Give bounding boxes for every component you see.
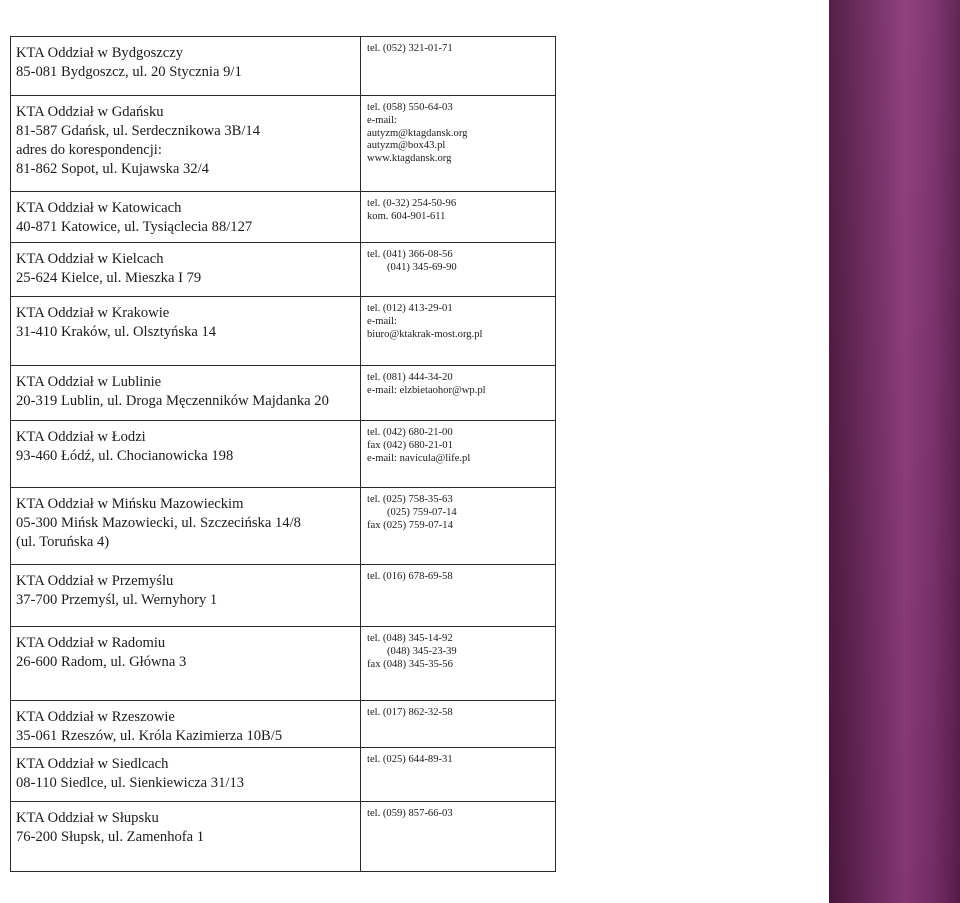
branch-row [11,366,556,421]
branch-contact-cell [361,192,556,243]
branch-contact-table [10,36,556,872]
address-line: 08-110 Siedlce, ul. Sienkiewicza 31/13 [16,775,245,791]
branch-row [11,748,556,802]
branch-name: KTA Oddział w Lublinie [16,374,162,390]
contact-line: kom. 604-901-611 [367,210,446,222]
branch-contact-cell [361,701,556,748]
contact-line: e-mail: elzbietaohor@wp.pl [367,384,486,396]
contact-line: tel. (017) 862-32-58 [367,707,453,718]
contact-line: tel. (058) 550-64-03 [367,102,453,113]
branch-name: KTA Oddział w Katowicach [16,200,182,216]
branch-address-cell [11,297,361,366]
contact-line: (048) 345-23-39 [387,645,457,657]
branch-contact-cell [361,802,556,872]
address-line: 40-871 Katowice, ul. Tysiąclecia 88/127 [16,219,253,235]
branch-row [11,421,556,488]
branch-row [11,37,556,96]
branch-row [11,627,556,701]
branch-contact-cell [361,421,556,488]
contact-line: tel. (025) 644-89-31 [367,754,453,765]
address-line: 35-061 Rzeszów, ul. Króla Kazimierza 10B/5 [16,728,283,744]
contact-line: tel. (016) 678-69-58 [367,571,453,582]
contact-line: tel. (052) 321-01-71 [367,43,453,54]
contact-line: tel. (059) 857-66-03 [367,808,453,819]
branch-contact-cell [361,565,556,627]
contact-line: (041) 345-69-90 [387,261,457,273]
contact-line: www.ktagdansk.org [367,153,452,165]
contact-line: tel. (012) 413-29-01 [367,303,453,314]
contact-line: fax (048) 345-35-56 [367,658,453,670]
branch-name: KTA Oddział w Przemyślu [16,573,174,589]
branch-contact-cell [361,37,556,96]
contact-line: fax (042) 680-21-01 [367,439,453,451]
branch-row [11,701,556,748]
branch-address-cell [11,192,361,243]
address-line: (ul. Toruńska 4) [16,534,110,550]
branch-address-cell [11,701,361,748]
branch-name: KTA Oddział w Bydgoszczy [16,45,184,61]
contact-line: (025) 759-07-14 [387,506,457,518]
branch-contact-cell [361,627,556,701]
contact-line: biuro@ktakrak-most.org.pl [367,328,483,340]
branch-address-cell [11,96,361,192]
address-line: 93-460 Łódź, ul. Chocianowicka 198 [16,448,234,464]
branch-contact-cell [361,366,556,421]
branch-address-cell [11,802,361,872]
branch-table-body [11,37,556,872]
branch-row [11,96,556,192]
address-line: 37-700 Przemyśl, ul. Wernyhory 1 [16,592,218,608]
branch-address-cell [11,748,361,802]
contact-line: tel. (0-32) 254-50-96 [367,198,457,209]
branch-name: KTA Oddział w Krakowie [16,305,170,321]
branch-row [11,565,556,627]
branch-row [11,192,556,243]
contact-line: tel. (048) 345-14-92 [367,633,453,644]
address-line: 85-081 Bydgoszcz, ul. 20 Stycznia 9/1 [16,64,242,80]
branch-name: KTA Oddział w Kielcach [16,251,164,267]
branch-name: KTA Oddział w Rzeszowie [16,709,175,725]
decorative-side-panel [829,0,960,903]
branch-contact-cell [361,488,556,565]
branch-address-cell [11,243,361,297]
contact-line: e-mail: navicula@life.pl [367,452,471,464]
address-line: 26-600 Radom, ul. Główna 3 [16,654,187,670]
branch-row [11,243,556,297]
address-line: 81-862 Sopot, ul. Kujawska 32/4 [16,161,209,177]
branch-name: KTA Oddział w Siedlcach [16,756,169,772]
contact-line: tel. (025) 758-35-63 [367,494,453,505]
branch-contact-cell [361,748,556,802]
branch-name: KTA Oddział w Gdańsku [16,104,164,120]
branch-row [11,802,556,872]
address-line: adres do korespondencji: [16,142,162,158]
branch-address-cell [11,366,361,421]
branch-address-cell [11,488,361,565]
address-line: 76-200 Słupsk, ul. Zamenhofa 1 [16,829,205,845]
address-line: 31-410 Kraków, ul. Olsztyńska 14 [16,324,217,340]
branch-address-cell [11,37,361,96]
branch-name: KTA Oddział w Łodzi [16,429,146,445]
address-line: 05-300 Mińsk Mazowiecki, ul. Szczecińska 14/8 [16,515,301,531]
branch-address-cell [11,565,361,627]
branch-row [11,488,556,565]
contact-line: tel. (042) 680-21-00 [367,427,453,438]
contact-line: autyzm@box43.pl [367,140,446,152]
contact-line: tel. (041) 366-08-56 [367,249,453,260]
contact-line: e-mail: [367,315,398,327]
address-line: 25-624 Kielce, ul. Mieszka I 79 [16,270,202,286]
branch-name: KTA Oddział w Radomiu [16,635,166,651]
branch-address-cell [11,627,361,701]
contact-line: e-mail: [367,114,398,126]
contact-line: autyzm@ktagdansk.org [367,127,468,139]
branch-name: KTA Oddział w Słupsku [16,810,159,826]
address-line: 20-319 Lublin, ul. Droga Męczenników Majdanka 20 [16,393,329,409]
contact-line: fax (025) 759-07-14 [367,519,453,531]
branch-contact-cell [361,243,556,297]
branch-contact-cell [361,297,556,366]
contact-line: tel. (081) 444-34-20 [367,372,453,383]
branch-row [11,297,556,366]
branch-contact-cell [361,96,556,192]
branch-name: KTA Oddział w Mińsku Mazowieckim [16,496,244,512]
address-line: 81-587 Gdańsk, ul. Serdecznikowa 3B/14 [16,123,260,139]
branch-address-cell [11,421,361,488]
